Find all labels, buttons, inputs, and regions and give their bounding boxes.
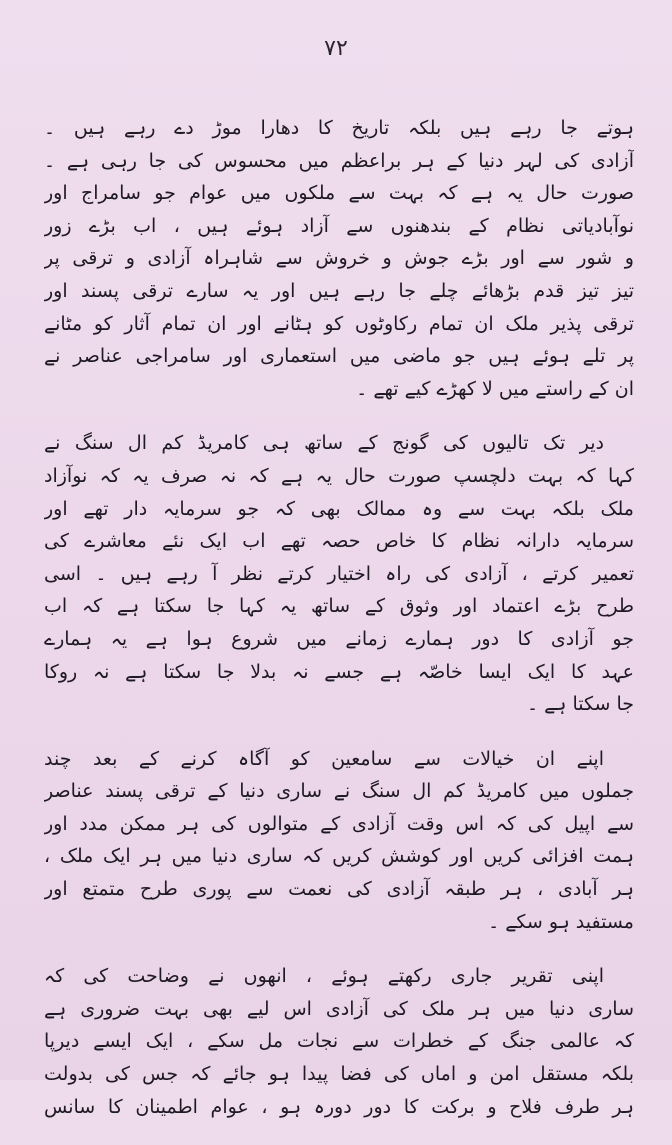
paragraph <box>44 743 634 939</box>
text-line: ساری دنیا میں ہر ملک کی آزادی اس لیے بھی بہت ضروری ہے <box>44 997 634 1020</box>
text-line: بلکہ مستقل امن و اماں کی فضا پیدا ہو جائے کہ جس کی بدولت <box>44 1063 634 1086</box>
text-line: کہا کہ بہت دلچسپ صورت حال یہ ہے کہ نہ صرف یہ کہ نوآزاد <box>44 464 634 487</box>
text-line: عہد کا ایک ایسا خاصّہ ہے جسے نہ بدلا جا سکتا ہے نہ روکا <box>44 660 634 683</box>
text-line: سرمایہ دارانہ نظام کا خاص حصہ تھے اب ایک نئے معاشرے کی <box>44 530 634 553</box>
text-line: دیر تک تالیوں کی گونج کے ساتھ ہی کامریڈ کم ال سنگ نے <box>44 432 604 455</box>
text-line: ترقی پذیر ملک ان تمام رکاوٹوں کو ہٹانے اور ان تمام آثار کو مٹانے <box>44 312 634 335</box>
text-line: جملوں میں کامریڈ کم ال سنگ نے ساری دنیا کے ترقی پسند عناصر <box>44 780 634 803</box>
text-line: کہ عالمی جنگ کے خطرات سے نجات مل سکے ، ایک ایسے دیرپا <box>44 1030 634 1053</box>
text-line: جا سکتا ہے ۔ <box>527 693 634 716</box>
text-line: سے اپیل کی کہ اس وقت آزادی کے متوالوں کی ہر ممکن مدد اور <box>44 812 634 835</box>
text-line: ہمت افزائی کریں اور کوشش کریں کہ ساری دنیا میں ہر ایک ملک ، <box>44 845 634 868</box>
page-number: ۷۲ <box>324 36 348 61</box>
text-line: طرح بڑے اعتماد اور وثوق کے ساتھ یہ کہا جا سکتا ہے کہ اب <box>44 595 634 618</box>
text-line: مستفید ہو سکے ۔ <box>488 910 634 933</box>
text-line: نوآبادیاتی نظام کے بندھنوں سے آزاد ہوئے ہیں ، اب بڑے زور <box>44 214 634 237</box>
text-line: پر تلے ہوئے ہیں جو ماضی میں استعماری اور سامراجی عناصر نے <box>44 345 634 368</box>
text-line: صورت حال یہ ہے کہ بہت سے ملکوں میں عوام جو سامراج اور <box>44 182 634 205</box>
paragraph <box>44 960 634 1123</box>
text-line: ہر طرف فلاح و برکت کا دور دورہ ہو ، عوام اطمینان کا سانس <box>44 1095 634 1118</box>
text-line: ہر آبادی ، ہر طبقہ آزادی کی نعمت سے پوری طرح متمتع اور <box>44 878 634 901</box>
text-line: اپنی تقریر جاری رکھتے ہوئے ، انھوں نے وضاحت کی کہ <box>44 965 604 988</box>
paragraph <box>44 427 634 720</box>
text-line: و شور سے اور بڑے جوش و خروش سے شاہراہ آزادی و ترقی پر <box>44 247 634 270</box>
text-line: تعمیر کرتے ، آزادی کی راہ اختیار کرتے نظر آ رہے ہیں ۔ اسی <box>44 562 634 585</box>
body-text <box>44 112 634 1145</box>
text-line: ان کے راستے میں لا کھڑے کیے تھے ۔ <box>356 377 634 400</box>
text-line: جو آزادی کا دور ہمارے زمانے میں شروع ہوا ہے یہ ہمارے <box>44 627 634 650</box>
text-line: ملک بلکہ بہت سے وہ ممالک بھی کہ جو سرمایہ دار تھے اور <box>44 497 634 520</box>
text-line: تیز تیز قدم بڑھائے چلے جا رہے ہیں اور یہ سارے ترقی پسند اور <box>44 279 634 302</box>
text-line: آزادی کی لہر دنیا کے ہر براعظم میں محسوس کی جا رہی ہے ۔ <box>44 149 634 172</box>
paragraph <box>44 112 634 405</box>
text-line: ہوتے جا رہے ہیں بلکہ تاریخ کا دھارا موڑ دے رہے ہیں ۔ <box>44 117 634 139</box>
text-line: اپنے ان خیالات سے سامعین کو آگاہ کرنے کے بعد چند <box>44 747 604 770</box>
